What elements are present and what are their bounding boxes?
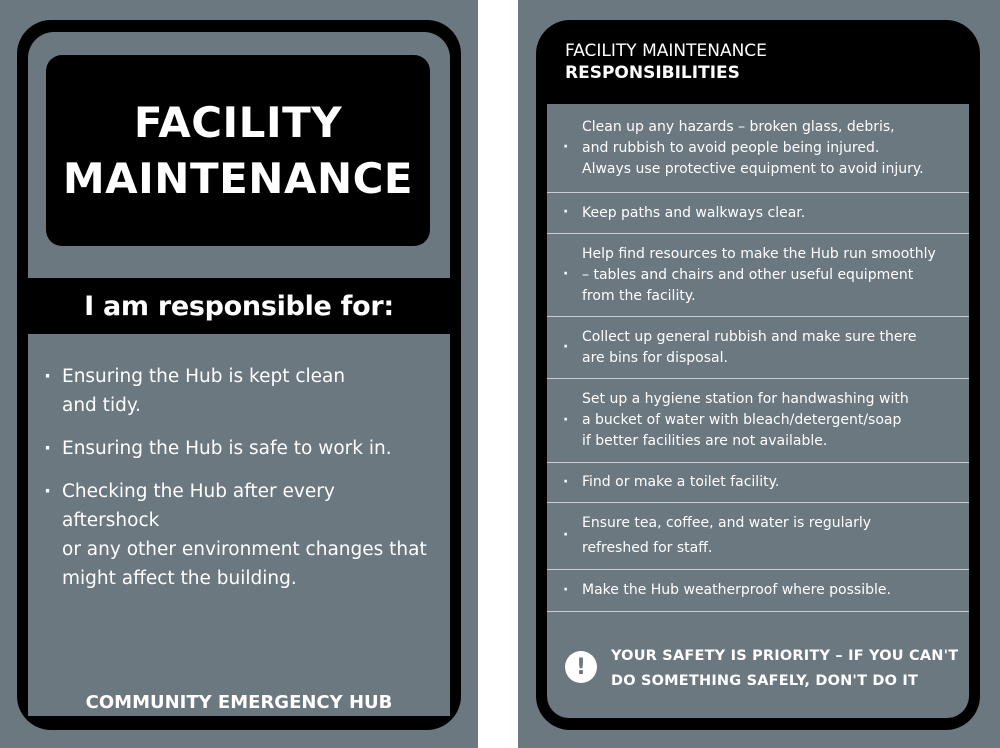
list-item-line: · Keep paths and walkways clear. bbox=[582, 204, 806, 221]
responsibilities-card bbox=[536, 20, 980, 730]
list-item-line: if better facilities are not available. bbox=[582, 433, 828, 449]
list-item-line: are bins for disposal. bbox=[582, 349, 728, 366]
safety-text bbox=[611, 644, 958, 694]
title-line-2: MAINTENANCE bbox=[62, 153, 414, 203]
list-item-text bbox=[582, 203, 805, 224]
header-line-2: RESPONSIBILITIES bbox=[565, 63, 740, 83]
title-line-1: FACILITY bbox=[133, 97, 343, 147]
list-item bbox=[547, 104, 969, 193]
list-item-line: and rubbish to avoid people being injured. bbox=[582, 139, 880, 156]
responsibilities-list bbox=[547, 104, 969, 612]
list-item-line: · Clean up any hazards – broken glass, debris, bbox=[582, 118, 895, 135]
card-body bbox=[28, 32, 450, 716]
safety-line: YOUR SAFETY IS PRIORITY – IF YOU CAN'T bbox=[611, 648, 959, 664]
header-line-1: FACILITY MAINTENANCE bbox=[565, 41, 767, 61]
list-item-line: from the facility. bbox=[582, 287, 696, 304]
title-box bbox=[46, 55, 430, 246]
list-item-line: · Ensuring the Hub is kept clean bbox=[62, 366, 346, 387]
list-item bbox=[547, 317, 969, 379]
list-item-line: · Help find resources to make the Hub run smoothly bbox=[582, 245, 936, 262]
list-item-text bbox=[582, 511, 871, 561]
list-item bbox=[547, 234, 969, 317]
list-item-text bbox=[582, 580, 891, 601]
safety-line: DO SOMETHING SAFELY, DON'T DO IT bbox=[611, 673, 919, 689]
list-item-line: Always use protective equipment to avoid injury. bbox=[582, 160, 924, 177]
list-item-line: · Checking the Hub after every aftershock bbox=[62, 481, 335, 531]
list-item-line: · Make the Hub weatherproof where possible. bbox=[582, 582, 891, 598]
card-header bbox=[565, 40, 965, 84]
list-item-line: might affect the building. bbox=[62, 568, 297, 589]
responsible-heading: I am responsible for: bbox=[84, 290, 394, 322]
list-item bbox=[547, 193, 969, 234]
list-item-line: a bucket of water with bleach/detergent/soap bbox=[582, 412, 902, 428]
card-body bbox=[547, 104, 969, 718]
responsibility-list bbox=[44, 362, 434, 607]
list-item-text bbox=[582, 327, 917, 369]
safety-notice bbox=[565, 639, 960, 699]
list-item bbox=[547, 570, 969, 612]
list-item-line: · Ensure tea, coffee, and water is regularly bbox=[582, 515, 871, 531]
list-item-line: · Find or make a toilet facility. bbox=[582, 474, 780, 490]
list-item-line: – tables and chairs and other useful equipment bbox=[582, 266, 914, 283]
exclamation-icon: ! bbox=[565, 651, 597, 683]
list-item-text bbox=[582, 117, 924, 180]
list-item bbox=[547, 503, 969, 570]
list-item bbox=[547, 463, 969, 503]
list-item-line: · Collect up general rubbish and make sure there bbox=[582, 328, 917, 345]
list-item bbox=[44, 434, 434, 463]
responsible-band bbox=[28, 278, 450, 334]
list-item-line: and tidy. bbox=[62, 395, 142, 416]
list-item-text bbox=[582, 244, 936, 307]
card-footer: COMMUNITY EMERGENCY HUB bbox=[85, 691, 393, 713]
list-item-text bbox=[582, 472, 779, 493]
list-item bbox=[44, 477, 434, 593]
card-title bbox=[63, 95, 413, 207]
facility-maintenance-card bbox=[17, 20, 461, 730]
list-item-text bbox=[582, 389, 909, 452]
list-item bbox=[547, 379, 969, 463]
list-item-line: or any other environment changes that bbox=[62, 539, 427, 560]
list-item-line: · Set up a hygiene station for handwashing with bbox=[582, 391, 909, 407]
list-item bbox=[44, 362, 434, 420]
list-item-line: refreshed for staff. bbox=[582, 540, 713, 556]
list-item-line: · Ensuring the Hub is safe to work in. bbox=[62, 438, 392, 459]
